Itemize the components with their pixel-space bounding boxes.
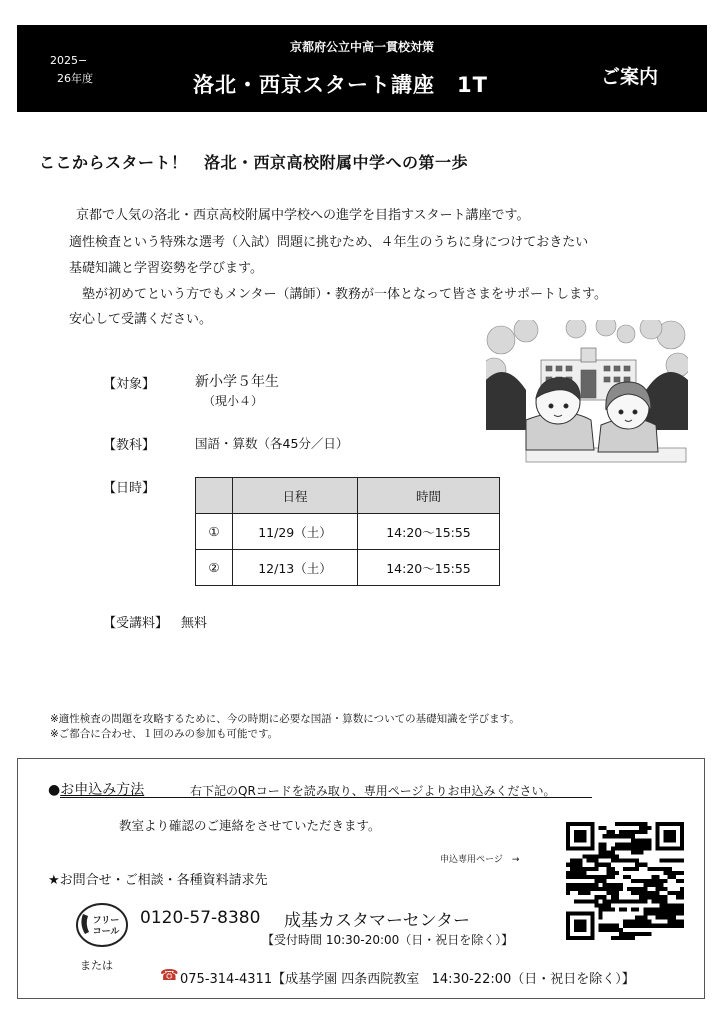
apply-bullet: ● <box>48 782 61 798</box>
row-number: ② <box>196 550 233 586</box>
customer-center-name: 成基カスタマーセンター <box>284 911 470 931</box>
header-banner <box>17 25 707 112</box>
guide-label: ご案内 <box>601 66 659 88</box>
note-1: ※適性検査の問題を攻略するために、今の時期に必要な国語・算数についての基礎知識を学びます。 <box>50 713 520 725</box>
contact-heading: ★お問合せ・ご相談・各種資料請求先 <box>48 873 268 888</box>
table-header-row <box>196 478 500 514</box>
table-header-no <box>196 478 233 514</box>
school-name: 【成基学園 四条西院教室 <box>272 972 420 987</box>
apply-heading-text: お申込み方法 <box>60 782 145 798</box>
row-date: 11/29（土） <box>233 514 358 550</box>
subjects-label: 【教科】 <box>103 438 156 453</box>
header-subtitle: 京都府公立中高一貫校対策 <box>289 40 434 54</box>
or-label: または <box>80 959 113 972</box>
year-line-1: 2025− <box>50 54 88 67</box>
fee-value: 無料 <box>181 616 208 631</box>
headline: ここからスタート！ 洛北・西京高校附属中学への第一歩 <box>39 153 469 172</box>
school-hours: 14:30-22:00（日・祝日を除く）】 <box>431 972 635 987</box>
school-phone: 075-314-4311 <box>180 972 273 987</box>
phone-icon: ☎ <box>160 966 179 984</box>
freecall-icon <box>75 902 129 948</box>
freecall-number: 0120-57-8380 <box>140 908 261 928</box>
table-row <box>196 550 500 586</box>
row-time: 14:20〜15:55 <box>358 550 500 586</box>
apply-description: 右下記のQRコードを読み取り、専用ページよりお申込みください。 <box>190 784 556 798</box>
table-row <box>196 514 500 550</box>
target-value: 新小学５年生 <box>195 374 279 390</box>
target-sub: （現小４） <box>203 394 264 408</box>
intro-line-2: 適性検査という特殊な選考（入試）問題に挑むため、４年生のうちに身につけておきたい <box>69 235 589 250</box>
subjects-value: 国語・算数（各45分／日） <box>195 436 349 451</box>
customer-center-hours: 【受付時間 10:30-20:00（日・祝日を除く）】 <box>262 933 514 947</box>
school-contact-line <box>180 968 635 987</box>
qr-code[interactable] <box>566 822 684 940</box>
table-header-date: 日程 <box>233 478 358 514</box>
year-line-2: 26年度 <box>57 72 93 85</box>
row-time: 14:20〜15:55 <box>358 514 500 550</box>
fee-label: 【受講料】 <box>103 616 169 631</box>
freecall-text-2: コール <box>92 927 120 937</box>
note-2: ※ご都合に合わせ、１回のみの参加も可能です。 <box>50 728 279 740</box>
schedule-label: 【日時】 <box>103 481 156 496</box>
intro-line-5: 安心して受講ください。 <box>69 312 213 327</box>
row-date: 12/13（土） <box>233 550 358 586</box>
apply-underline <box>60 797 592 798</box>
students-illustration <box>486 320 688 465</box>
apply-heading <box>48 779 144 799</box>
table-header-time: 時間 <box>358 478 500 514</box>
row-number: ① <box>196 514 233 550</box>
qr-label: 申込専用ページ → <box>440 855 520 865</box>
intro-line-3: 基礎知識と学習姿勢を学びます。 <box>69 261 263 276</box>
target-label: 【対象】 <box>103 377 156 392</box>
freecall-text-1: フリー <box>92 916 120 926</box>
confirm-text: 教室より確認のご連絡をさせていただきます。 <box>119 818 381 833</box>
intro-line-4: 塾が初めてという方でもメンター（講師）・教務が一体となって皆さまをサポートします。 <box>82 287 607 302</box>
schedule-table <box>195 477 500 586</box>
intro-line-1: 京都で人気の洛北・西京高校附属中学校への進学を目指すスタート講座です。 <box>76 208 530 223</box>
page-title: 洛北・西京スタート講座 1T <box>193 73 488 97</box>
